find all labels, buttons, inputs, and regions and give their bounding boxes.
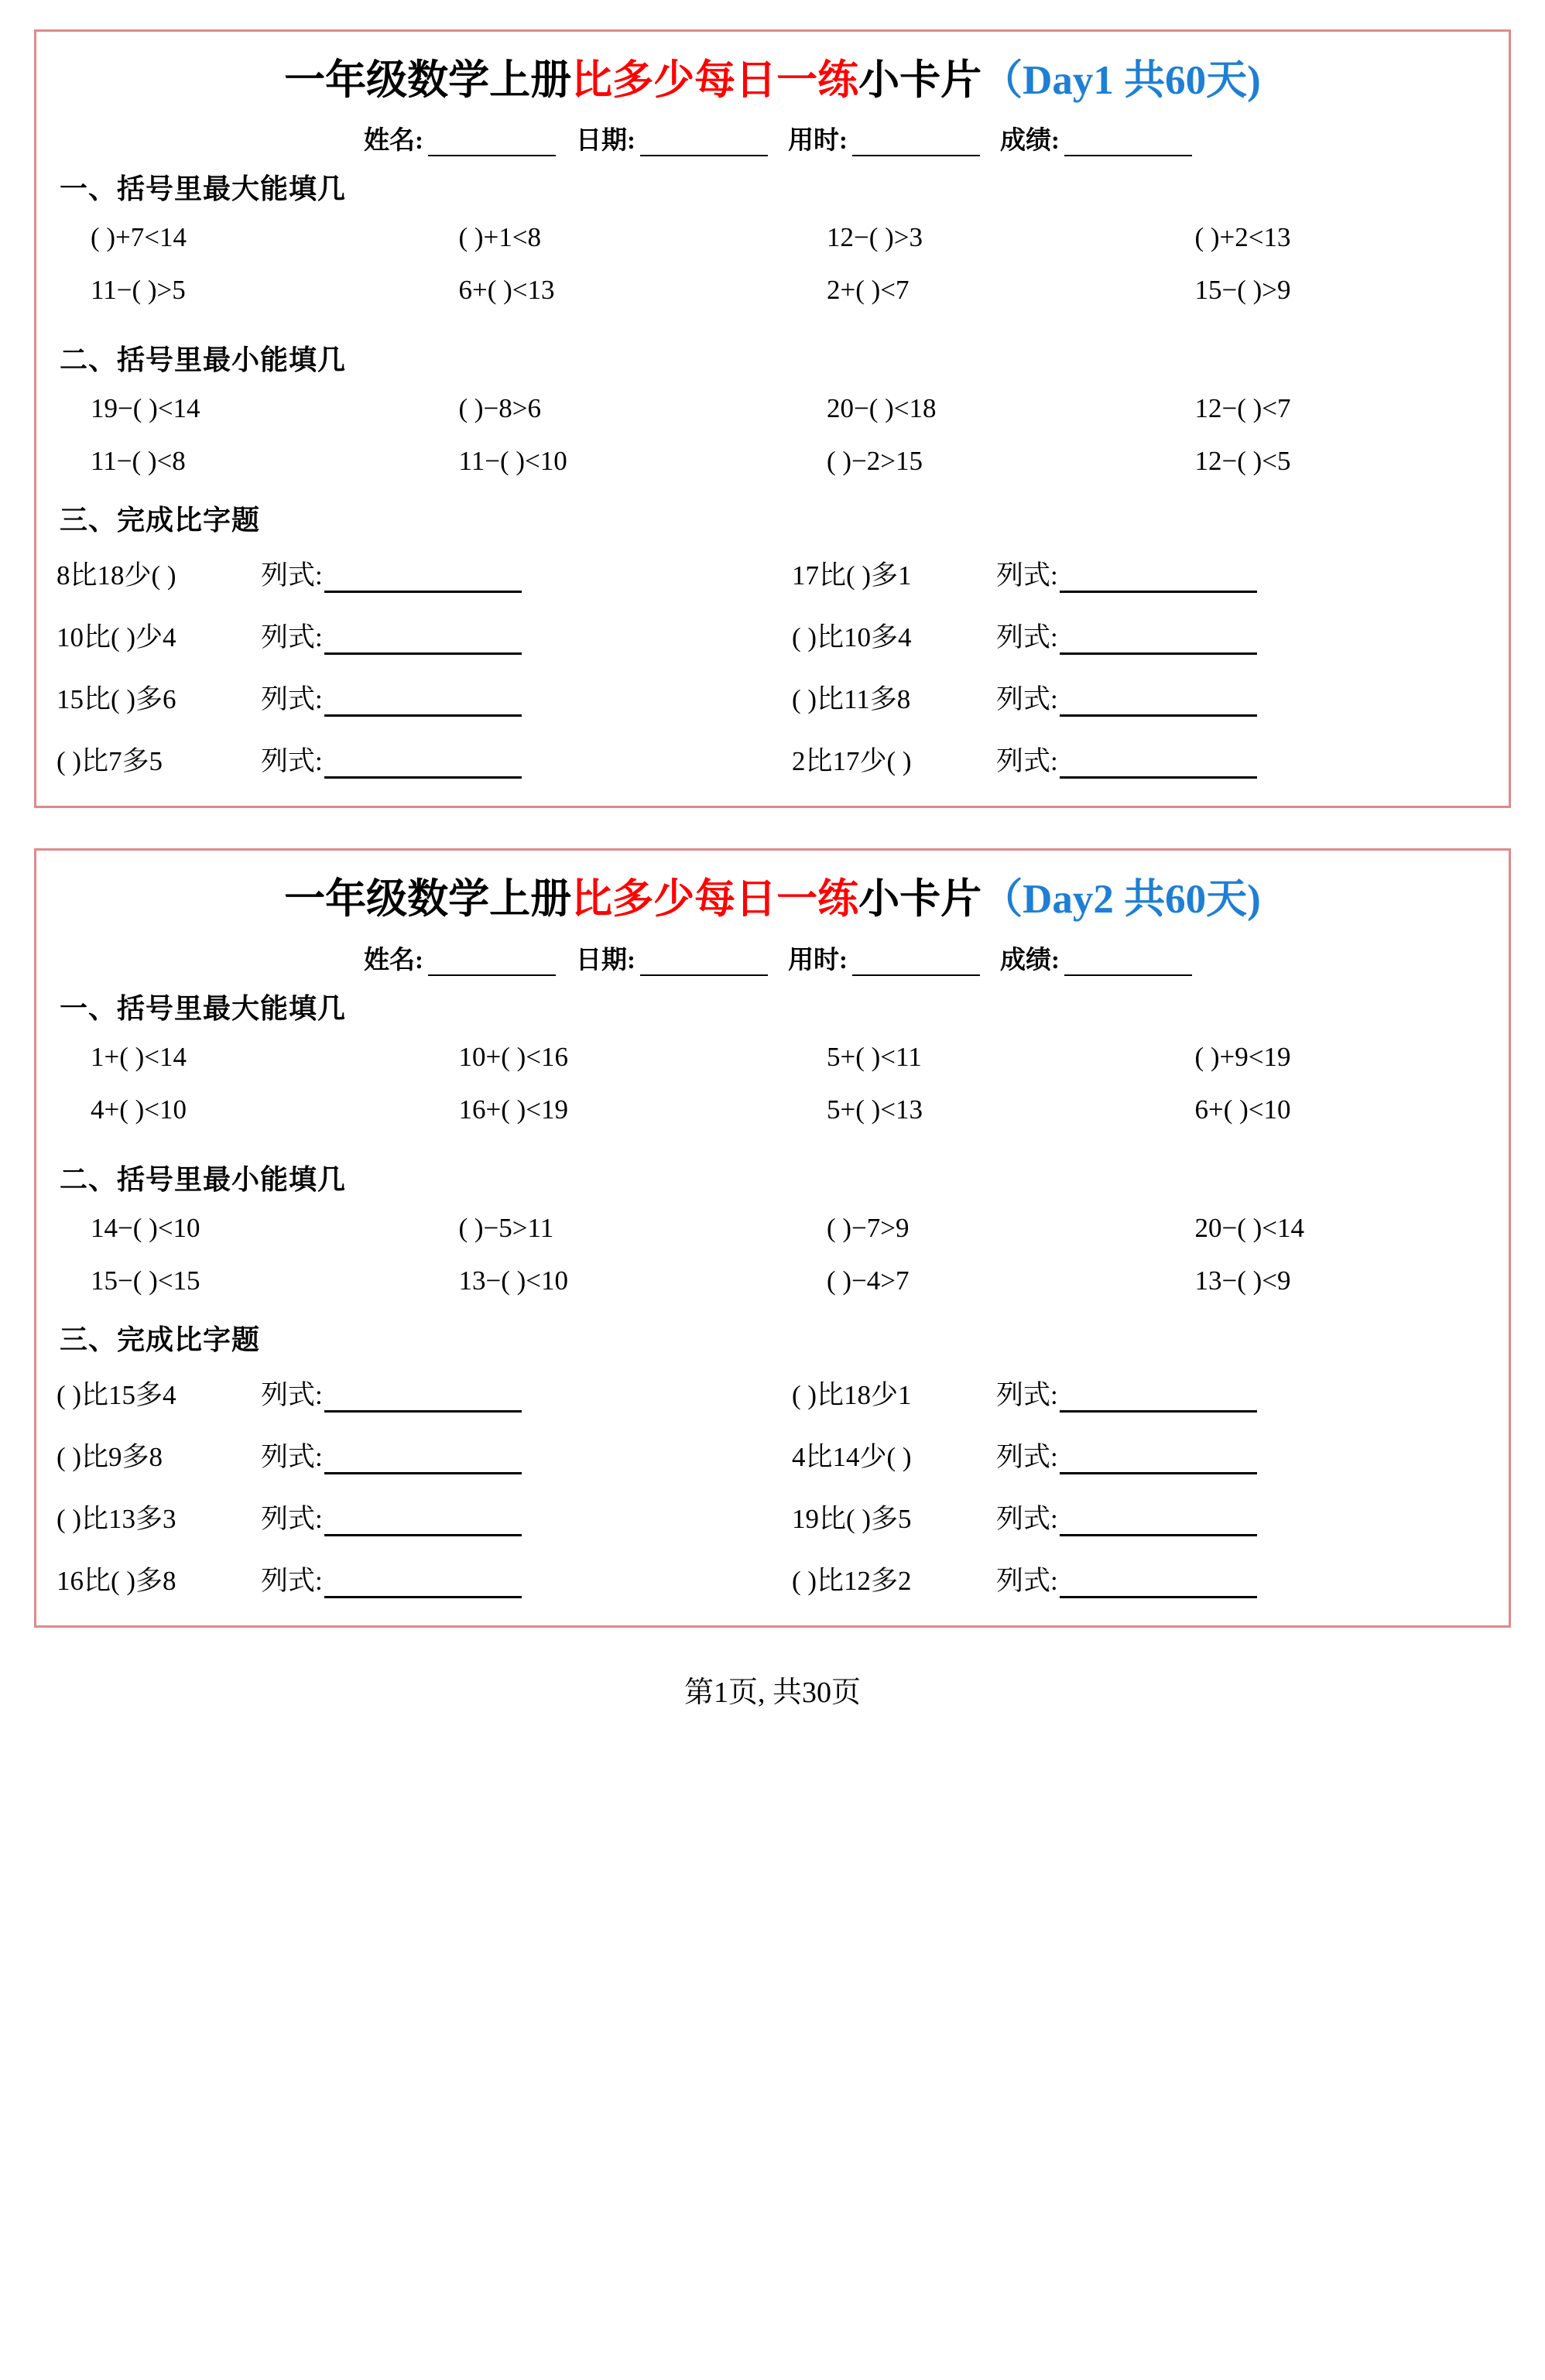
formula-label: 列式: [996,1503,1058,1534]
formula-label: 列式: [261,1379,323,1410]
meta-date-input[interactable] [640,132,768,156]
problem-row [36,382,1509,435]
word-problem-row [36,543,1509,604]
problem-cell[interactable]: 20−( )<18 [827,393,937,424]
formula-label: 列式: [261,1503,323,1534]
word-problem-row [36,1486,1509,1548]
problem-cell[interactable]: 13−( )<9 [1194,1265,1291,1296]
word-problem-answer [996,1436,1507,1474]
problem-cell[interactable]: 16+( )<19 [458,1094,569,1125]
problem-row [36,264,1509,317]
card-title-day1 [36,55,1509,106]
word-problem-row [36,1548,1509,1610]
meta-score [1000,120,1192,156]
problem-cell[interactable]: 12−( )>3 [827,222,923,253]
word-problem-answer [261,1498,772,1536]
page-footer: 第1页, 共30页 [683,1676,861,1709]
formula-input[interactable] [324,1576,522,1598]
problem-cell[interactable]: 15−( )<15 [91,1265,200,1296]
meta-time-label: 用时: [788,127,848,156]
problem-cell[interactable]: 13−( )<10 [458,1265,569,1296]
formula-label: 列式: [261,560,323,591]
title-part-topic: 比多少每日一练 [571,58,859,103]
word-problem-question[interactable]: ( )比13多3 [57,1503,176,1534]
problem-cell[interactable]: 10+( )<16 [458,1041,569,1072]
formula-input[interactable] [1060,570,1257,593]
problem-cell[interactable]: 4+( )<10 [91,1094,187,1125]
problem-row [36,1255,1509,1307]
meta-score-input[interactable] [1064,132,1192,156]
problem-cell[interactable]: 15−( )>9 [1194,275,1291,306]
problem-cell[interactable]: ( )+1<8 [458,222,542,253]
word-problem-answer [261,1436,772,1474]
title-part-day: （Day2 共60天) [981,877,1261,923]
formula-input[interactable] [1060,632,1257,655]
word-problem-answer [261,740,772,779]
formula-input[interactable] [324,694,522,717]
formula-input[interactable] [324,756,522,779]
word-problem-row [36,1362,1509,1424]
meta-time-input[interactable] [852,132,980,156]
problem-cell[interactable]: 19−( )<14 [91,393,200,424]
title-part-card: 小卡片 [858,877,982,923]
formula-input[interactable] [324,1514,522,1536]
word-problem-answer [996,678,1507,717]
title-part-day: （Day1 共60天) [981,58,1261,103]
word-problem-question[interactable]: 4比14少( ) [792,1441,912,1472]
word-problem-question[interactable]: 15比( )多6 [57,684,176,715]
formula-input[interactable] [324,570,522,593]
problem-cell[interactable]: 6+( )<13 [458,275,555,306]
word-problem-answer [996,1560,1507,1598]
formula-label: 列式: [261,684,323,715]
word-problem-question[interactable]: ( )比10多4 [792,622,912,653]
meta-date-input[interactable] [640,951,768,976]
word-problem-answer [996,1498,1507,1536]
word-problem-question[interactable]: 2比17少( ) [792,746,912,777]
problem-cell[interactable]: ( )−2>15 [827,446,923,477]
worksheet-card-day1 [34,29,1511,808]
problem-row [36,211,1509,264]
meta-date-label: 日期: [576,946,635,974]
word-problem-question[interactable]: ( )比9多8 [57,1441,163,1472]
meta-row-day1 [36,120,1509,156]
problem-cell[interactable]: ( )+7<14 [91,222,187,253]
formula-input[interactable] [1060,1514,1257,1536]
worksheet-card-day2 [34,848,1511,1627]
section-heading-1-day1: 一、括号里最大能填几 [60,173,347,205]
word-problem-question[interactable]: 16比( )多8 [57,1565,176,1596]
card-title-day2 [36,874,1509,925]
problem-cell[interactable]: 12−( )<5 [1194,446,1291,477]
word-problem-answer [996,616,1507,655]
meta-name-label: 姓名: [364,946,423,974]
title-part-card: 小卡片 [858,58,982,103]
spacer [36,317,1509,327]
spacer [36,1136,1509,1147]
section-heading-2-day2: 二、括号里最小能填几 [60,1163,347,1195]
problem-cell[interactable]: 6+( )<10 [1194,1094,1291,1125]
word-problem-row [36,1424,1509,1486]
formula-input[interactable] [1060,1452,1257,1474]
meta-time [788,120,980,156]
word-problem-answer [261,554,772,593]
title-part-grade: 一年级数学上册 [284,877,572,923]
meta-row-day2 [36,940,1509,976]
problem-cell[interactable]: 5+( )<13 [827,1094,923,1125]
formula-input[interactable] [1060,694,1257,717]
formula-label: 列式: [996,1565,1058,1596]
meta-score-label: 成绩: [1000,127,1060,156]
word-problem-row [36,604,1509,666]
formula-label: 列式: [261,746,323,777]
meta-name-input[interactable] [428,132,556,156]
formula-input[interactable] [324,1452,522,1474]
word-problem-answer [261,616,772,655]
formula-input[interactable] [1060,756,1257,779]
word-problem-question[interactable]: ( )比11多8 [792,684,911,715]
formula-label: 列式: [996,746,1058,777]
problem-cell[interactable]: ( )+2<13 [1194,222,1291,253]
word-problem-answer [261,1374,772,1413]
problem-cell[interactable]: 2+( )<7 [827,275,910,306]
problem-cell[interactable]: ( )−5>11 [458,1212,554,1243]
meta-date-label: 日期: [576,127,635,156]
problem-cell[interactable]: 12−( )<7 [1194,393,1291,424]
problem-row [36,1202,1509,1255]
formula-label: 列式: [996,560,1058,591]
meta-date [576,940,768,976]
problem-cell[interactable]: ( )−8>6 [458,393,542,424]
meta-time [788,940,980,976]
word-problem-question[interactable]: ( )比15多4 [57,1379,176,1410]
problem-cell[interactable]: ( )−7>9 [827,1212,910,1243]
word-problem-question[interactable]: ( )比7多5 [57,746,163,777]
formula-input[interactable] [324,1390,522,1413]
formula-label: 列式: [261,622,323,653]
formula-input[interactable] [324,632,522,655]
word-problem-question[interactable]: ( )比12多2 [792,1565,912,1596]
problem-cell[interactable]: ( )−4>7 [827,1265,910,1296]
formula-label: 列式: [996,684,1058,715]
word-problem-row [36,666,1509,728]
word-problem-answer [996,1374,1507,1413]
problem-cell[interactable]: ( )+9<19 [1194,1041,1291,1072]
problem-cell[interactable]: 5+( )<11 [827,1041,922,1072]
meta-score-label: 成绩: [1000,946,1060,974]
word-problem-answer [996,740,1507,779]
meta-score [1000,940,1192,976]
formula-input[interactable] [1060,1576,1257,1598]
formula-label: 列式: [996,622,1058,653]
problem-cell[interactable]: 20−( )<14 [1194,1212,1305,1243]
formula-label: 列式: [996,1379,1058,1410]
meta-name [364,940,556,976]
title-part-topic: 比多少每日一练 [571,877,859,923]
problem-row [36,1031,1509,1084]
problem-cell[interactable]: 14−( )<10 [91,1212,200,1243]
formula-label: 列式: [996,1441,1058,1472]
title-part-grade: 一年级数学上册 [284,58,572,103]
word-problem-answer [996,554,1507,593]
meta-name-label: 姓名: [364,127,423,156]
meta-time-input[interactable] [852,951,980,976]
word-problem-answer [261,678,772,717]
word-problem-question[interactable]: 10比( )少4 [57,622,176,653]
formula-label: 列式: [261,1565,323,1596]
problem-cell[interactable]: 1+( )<14 [91,1041,187,1072]
word-problem-question[interactable]: 8比18少( ) [57,560,176,591]
problem-row [36,1084,1509,1136]
meta-name [364,120,556,156]
section-heading-3-day1: 三、完成比字题 [60,505,261,536]
meta-name-input[interactable] [428,951,556,976]
word-problem-question[interactable]: 17比( )多1 [792,560,912,591]
section-heading-3-day2: 三、完成比字题 [60,1324,261,1355]
word-problem-answer [261,1560,772,1598]
formula-input[interactable] [1060,1390,1257,1413]
word-problem-question[interactable]: 19比( )多5 [792,1503,912,1534]
problem-cell[interactable]: 11−( )<8 [91,446,186,477]
meta-score-input[interactable] [1064,951,1192,976]
meta-date [576,120,768,156]
word-problem-row [36,728,1509,790]
problem-cell[interactable]: 11−( )<10 [458,446,567,477]
problem-cell[interactable]: 11−( )>5 [91,275,186,306]
section-heading-2-day1: 二、括号里最小能填几 [60,344,347,376]
section-heading-1-day2: 一、括号里最大能填几 [60,992,347,1024]
meta-time-label: 用时: [788,946,848,974]
word-problem-question[interactable]: ( )比18少1 [792,1379,912,1410]
formula-label: 列式: [261,1441,323,1472]
problem-row [36,435,1509,488]
